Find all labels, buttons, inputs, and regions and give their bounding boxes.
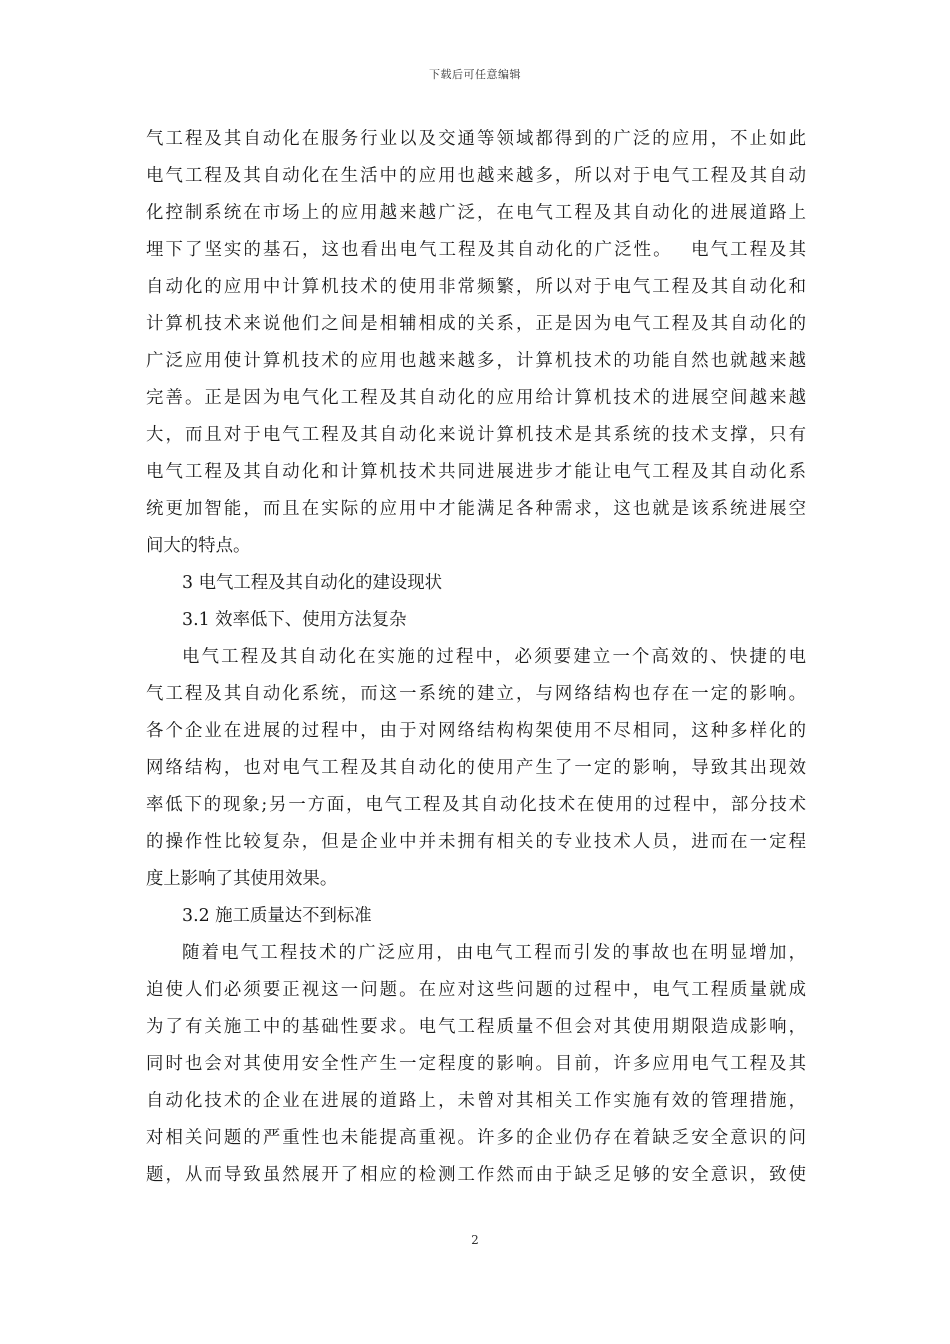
document-body: [146, 121, 806, 1194]
body-line: 随着电气工程技术的广泛应用，由电气工程而引发的事故也在明显增加，: [182, 943, 806, 963]
body-line: 计算机技术来说他们之间是相辅相成的关系，正是因为电气工程及其自动化的: [146, 314, 806, 334]
body-line: 各个企业在进展的过程中，由于对网络结构构架使用不尽相同，这种多样化的: [146, 721, 806, 741]
body-line: 广泛应用使计算机技术的应用也越来越多，计算机技术的功能自然也就越来越: [146, 351, 806, 371]
body-line: 自动化技术的企业在进展的道路上，未曾对其相关工作实施有效的管理措施，: [146, 1091, 806, 1111]
body-line: 电气工程及其自动化在生活中的应用也越来越多，所以对于电气工程及其自动: [146, 166, 806, 186]
body-line: 完善。正是因为电气化工程及其自动化的应用给计算机技术的进展空间越来越: [146, 388, 806, 408]
body-line: 的操作性比较复杂，但是企业中并未拥有相关的专业技术人员，进而在一定程: [146, 832, 806, 852]
body-line: 埋下了坚实的基石，这也看出电气工程及其自动化的广泛性。 电气工程及其: [146, 240, 806, 260]
subsection-heading: 3.2 施工质量达不到标准: [182, 906, 372, 926]
body-line: 率低下的现象;另一方面，电气工程及其自动化技术在使用的过程中，部分技术: [146, 795, 806, 815]
body-line: 大，而且对于电气工程及其自动化来说计算机技术是其系统的技术支撑，只有: [146, 425, 806, 445]
body-line: 化控制系统在市场上的应用越来越广泛，在电气工程及其自动化的进展道路上: [146, 203, 806, 223]
body-line: 自动化的应用中计算机技术的使用非常频繁，所以对于电气工程及其自动化和: [146, 277, 806, 297]
page-header: 下载后可任意编辑: [429, 68, 521, 81]
section-heading: 3 电气工程及其自动化的建设现状: [182, 573, 443, 593]
body-line: 度上影响了其使用效果。: [146, 869, 338, 889]
body-line: 迫使人们必须要正视这一问题。在应对这些问题的过程中，电气工程质量就成: [146, 980, 806, 1000]
body-line: 统更加智能，而且在实际的应用中才能满足各种需求，这也就是该系统进展空: [146, 499, 806, 519]
body-line: 气工程及其自动化系统，而这一系统的建立，与网络结构也存在一定的影响。: [146, 684, 806, 704]
body-line: 为了有关施工中的基础性要求。电气工程质量不但会对其使用期限造成影响，: [146, 1017, 806, 1037]
body-line: 间大的特点。: [146, 536, 251, 556]
body-line: 同时也会对其使用安全性产生一定程度的影响。目前，许多应用电气工程及其: [146, 1054, 806, 1074]
body-line: 对相关问题的严重性也未能提高重视。许多的企业仍存在着缺乏安全意识的问: [146, 1128, 806, 1148]
subsection-heading: 3.1 效率低下、使用方法复杂: [182, 610, 407, 630]
body-line: 电气工程及其自动化和计算机技术共同进展进步才能让电气工程及其自动化系: [146, 462, 806, 482]
page-number: 2: [471, 1233, 479, 1247]
body-line: 电气工程及其自动化在实施的过程中，必须要建立一个高效的、快捷的电: [182, 647, 806, 667]
body-line: 网络结构，也对电气工程及其自动化的使用产生了一定的影响，导致其出现效: [146, 758, 806, 778]
body-line: 气工程及其自动化在服务行业以及交通等领域都得到的广泛的应用，不止如此: [146, 129, 806, 149]
body-line: 题，从而导致虽然展开了相应的检测工作然而由于缺乏足够的安全意识，致使: [146, 1165, 806, 1185]
